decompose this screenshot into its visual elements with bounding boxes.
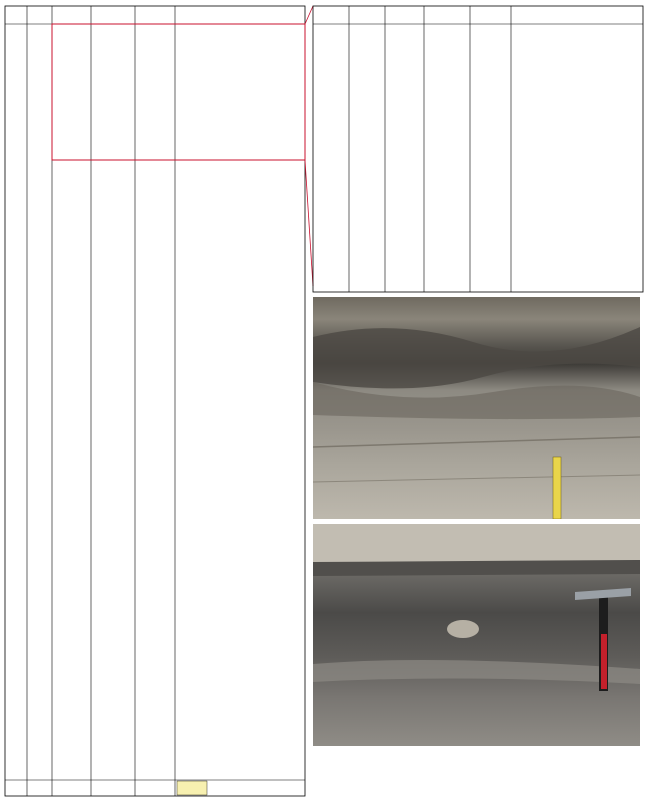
panel-a-frame bbox=[5, 6, 305, 796]
panel-b bbox=[0, 0, 643, 292]
panel-a bbox=[0, 0, 313, 796]
photo-c-illustration bbox=[313, 297, 640, 519]
photo-outcrop-c bbox=[313, 297, 640, 519]
zoom-connector-bottom bbox=[305, 160, 313, 286]
photo-outcrop-d bbox=[313, 524, 640, 746]
ruler-icon bbox=[553, 457, 561, 519]
highlight-box bbox=[52, 24, 305, 160]
panel-b-frame bbox=[313, 6, 643, 292]
layer-5-lithology bbox=[177, 781, 207, 795]
zoom-connector-top bbox=[305, 6, 313, 24]
photo-d-illustration bbox=[313, 524, 640, 746]
